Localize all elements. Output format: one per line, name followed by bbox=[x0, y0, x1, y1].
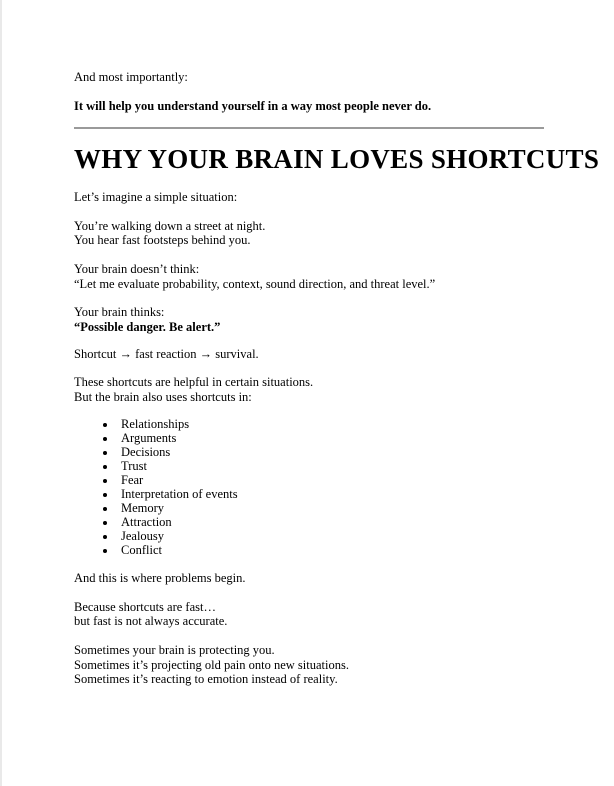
list-item: • Relationships bbox=[117, 417, 544, 431]
list-item: • Conflict bbox=[117, 543, 544, 557]
list-item: • Attraction bbox=[117, 515, 544, 529]
paragraph-intro-note bbox=[74, 70, 544, 85]
danger-quote-line: “Possible danger. Be alert.” bbox=[74, 319, 221, 334]
street-line-1: You’re walking down a street at night. bbox=[74, 218, 266, 233]
evaluate-quote-line: “Let me evaluate probability, context, sound direction, and threat level.” bbox=[74, 276, 436, 291]
paragraph-shortcut-chain bbox=[74, 347, 544, 362]
list-item: • Jealousy bbox=[117, 529, 544, 543]
intro-note-text: And most importantly: bbox=[74, 70, 188, 84]
paragraph-situation-intro bbox=[74, 190, 544, 205]
list-item: • Memory bbox=[117, 501, 544, 515]
thinks-line: Your brain thinks: bbox=[74, 305, 165, 320]
sometimes-line-1: Sometimes your brain is protecting you. bbox=[74, 642, 275, 657]
fast-line-2: but fast is not always accurate. bbox=[74, 614, 228, 629]
list-item: • Arguments bbox=[117, 431, 544, 445]
document-content bbox=[74, 70, 600, 699]
paragraph-problems-begin bbox=[74, 571, 544, 586]
shortcut-chain-text: Shortcut → fast reaction → survival. bbox=[74, 346, 259, 361]
sometimes-line-2: Sometimes it’s projecting old pain onto new situations. bbox=[74, 657, 349, 672]
section-heading: WHY YOUR BRAIN LOVES SHORTCUTS bbox=[74, 144, 600, 175]
list-item: • Fear bbox=[117, 473, 544, 487]
sometimes-line-3: Sometimes it’s reacting to emotion instead of reality. bbox=[74, 672, 338, 687]
list-item: • Interpretation of events bbox=[117, 487, 544, 501]
also-uses-line: But the brain also uses shortcuts in: bbox=[74, 390, 252, 405]
section-divider bbox=[74, 127, 544, 129]
shortcut-domains-list bbox=[74, 417, 544, 557]
fast-line-1: Because shortcuts are fast… bbox=[74, 599, 216, 614]
doesnt-think-line: Your brain doesn’t think: bbox=[74, 261, 200, 276]
street-line-2: You hear fast footsteps behind you. bbox=[74, 233, 251, 248]
list-item: • Trust bbox=[117, 459, 544, 473]
intro-emphasis-text: It will help you understand yourself in a way most people never do. bbox=[74, 98, 432, 113]
paragraph-intro-emphasis bbox=[74, 99, 544, 114]
helpful-line: These shortcuts are helpful in certain situations. bbox=[74, 375, 314, 390]
situation-intro-text: Let’s imagine a simple situation: bbox=[74, 190, 238, 205]
list-item: • Decisions bbox=[117, 445, 544, 459]
problems-begin-text: And this is where problems begin. bbox=[74, 571, 246, 586]
